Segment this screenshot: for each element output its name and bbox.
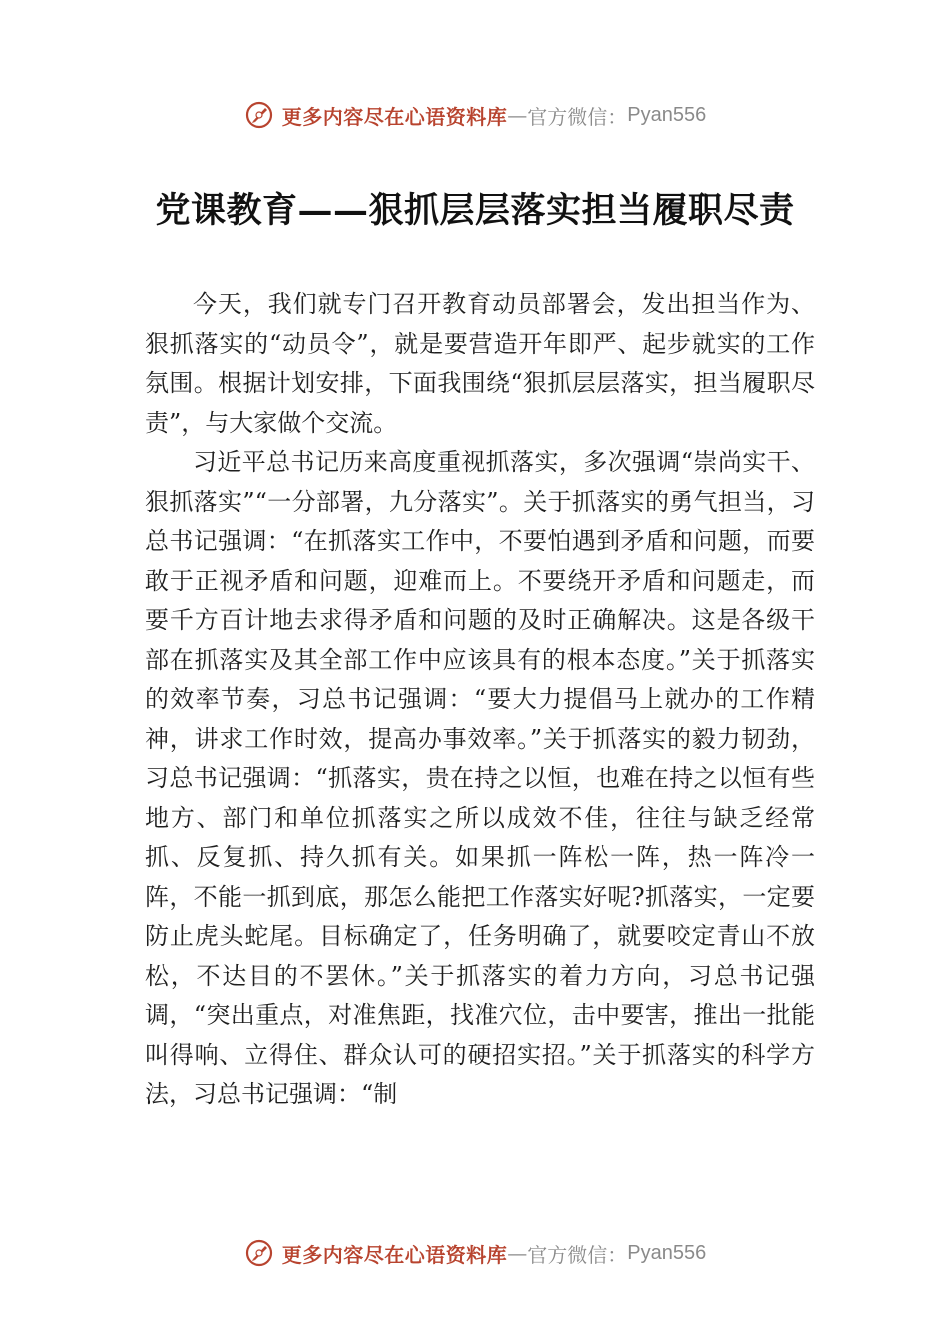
footer-brand: 更多内容尽在心语资料库 [281,1242,508,1267]
header-separator: — [507,103,528,127]
header-wechat-id: Pyan556 [627,103,707,126]
quill-seal-icon [244,1238,274,1268]
header-official-label: 官方微信： [527,104,628,129]
footer-wechat-id: Pyan556 [627,1241,707,1264]
paragraph: 习近平总书记历来高度重视抓落实，多次强调“崇尚实干、狠抓落实”“一分部署，九分落实”。关于抓落实的勇气担当，习总书记强调：“在抓落实工作中，不要怕遇到矛盾和问题，而要敢于正视矛盾和问题，迎难而上。不要绕开矛盾和问题走，而要千方百计地去求得矛盾和问题的及时正确解决。这是各级干部在抓落实及其全部工作中应该具有的根本态度。”关于抓落实的效率节奏，习总书记强调：“要大力提倡马上就办的工作精神，讲求工作时效，提高办事效率。”关于抓落实的毅力韧劲，习总书记强调：“抓落实，贵在持之以恒，也难在持之以恒有些地方、部门和单位抓落实之所以成效不佳，往往与缺乏经常抓、反复抓、持久抓有关。如果抓一阵松一阵，热一阵冷一阵，不能一抓到底，那怎么能把工作落实好呢?抓落实，一定要防止虎头蛇尾。目标确定了，任务明确了，就要咬定青山不放松，不达目的不罢休。”关于抓落实的着力方向，习总书记强调，“突出重点，对准焦距，找准穴位，击中要害，推出一批能叫得响、立得住、群众认可的硬招实招。”关于抓落实的科学方法，习总书记强调：“制 [145,448,815,1108]
header-watermark [0,95,950,135]
document-title: 党课教育——狠抓层层落实担当履职尽责 [155,190,795,231]
footer-separator: — [507,1241,528,1265]
footer-watermark [0,1233,950,1273]
paragraph: 今天，我们就专门召开教育动员部署会，发出担当作为、狠抓落实的“动员令”，就是要营造开年即严、起步就实的工作氛围。根据计划安排，下面我围绕“狠抓层层落实，担当履职尽责”，与大家做个交流。 [145,290,815,437]
footer-official-label: 官方微信： [527,1242,628,1267]
document-body [145,285,815,1115]
header-brand: 更多内容尽在心语资料库 [281,104,508,129]
quill-seal-icon [244,100,274,130]
